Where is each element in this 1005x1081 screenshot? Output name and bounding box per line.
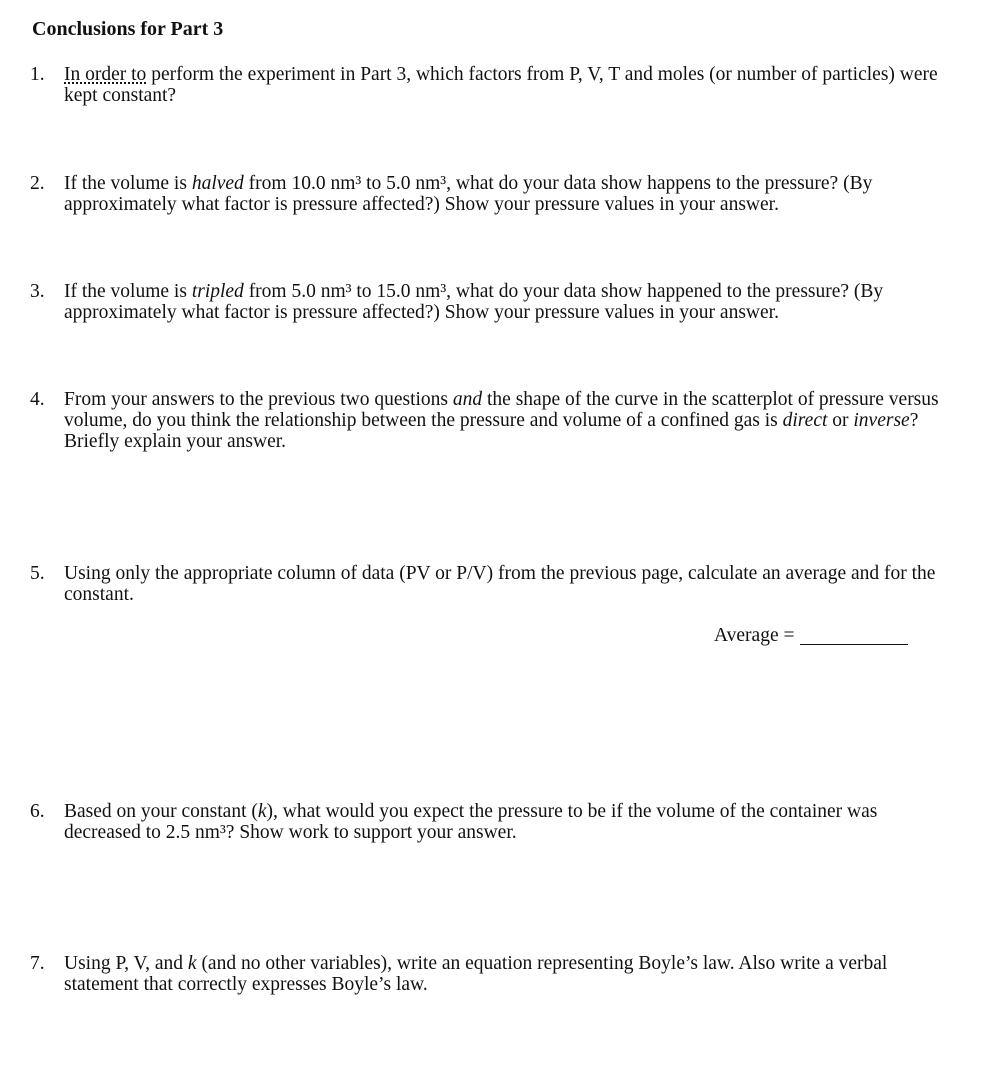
question-6 [30,801,955,843]
emphasis: k [257,801,267,822]
text-part: If the volume is [64,173,192,194]
question-text: Using only the appropriate column of data (PV or P/V) from the previous page, calculate an average and for the constant. [64,563,936,605]
question-number: 1. [30,64,45,85]
emphasis: and [452,389,483,410]
question-7 [30,953,955,995]
text-part: from 10.0 nm³ to 5.0 nm³, what do your data show happens to the pressure? (By approximately what factor is pressure affected?) Show your pressure values in your answer. [64,173,873,215]
text-part: from 5.0 nm³ to 15.0 nm³, what do your data show happened to the pressure? (By approximately what factor is pressure affected?) Show your pressure values in your answer. [64,281,884,323]
average-label: Average = [714,625,795,646]
question-3 [30,281,955,323]
underlined-phrase: In order to [64,64,147,85]
emphasis: halved [191,173,244,194]
question-number: 4. [30,389,45,410]
text-part: ), what would you expect the pressure to be if the volume of the container was decreased to 2.5 nm³? Show work to support your answer. [64,801,878,843]
emphasis: k [187,953,197,974]
question-text [64,953,955,995]
average-blank-line[interactable] [800,630,908,645]
question-text [64,389,955,452]
page-title: Conclusions for Part 3 [32,18,224,40]
emphasis: direct [782,410,828,431]
question-text [64,801,955,843]
text-part: the shape of the curve in the scatterplot of pressure versus volume, do you think the relationship between the pressure and volume of a confined gas is [64,389,939,431]
question-text [64,64,955,106]
question-number: 3. [30,281,45,302]
question-2 [30,173,955,215]
question-text [64,173,955,215]
question-number: 5. [30,563,45,584]
text-part: Based on your constant ( [64,801,258,822]
text-part: or [827,410,854,431]
question-text [64,281,955,323]
text-part: From your answers to the previous two questions [64,389,453,410]
average-answer [714,625,908,647]
text-part: If the volume is [64,281,192,302]
text-part: Using P, V, and [64,953,188,974]
question-number: 2. [30,173,45,194]
question-text-rest: perform the experiment in Part 3, which factors from P, V, T and moles (or number of particles) were kept constant? [64,64,938,106]
question-4 [30,389,955,452]
text-part: ? Briefly explain your answer. [64,410,919,452]
emphasis: tripled [191,281,244,302]
question-5 [30,563,955,605]
text-part: (and no other variables), write an equation representing Boyle’s law. Also write a verbal statement that correctly expresses Boyle’s law. [64,953,888,995]
question-number: 6. [30,801,45,822]
question-1 [30,64,955,106]
question-number: 7. [30,953,45,974]
emphasis: inverse [853,410,910,431]
